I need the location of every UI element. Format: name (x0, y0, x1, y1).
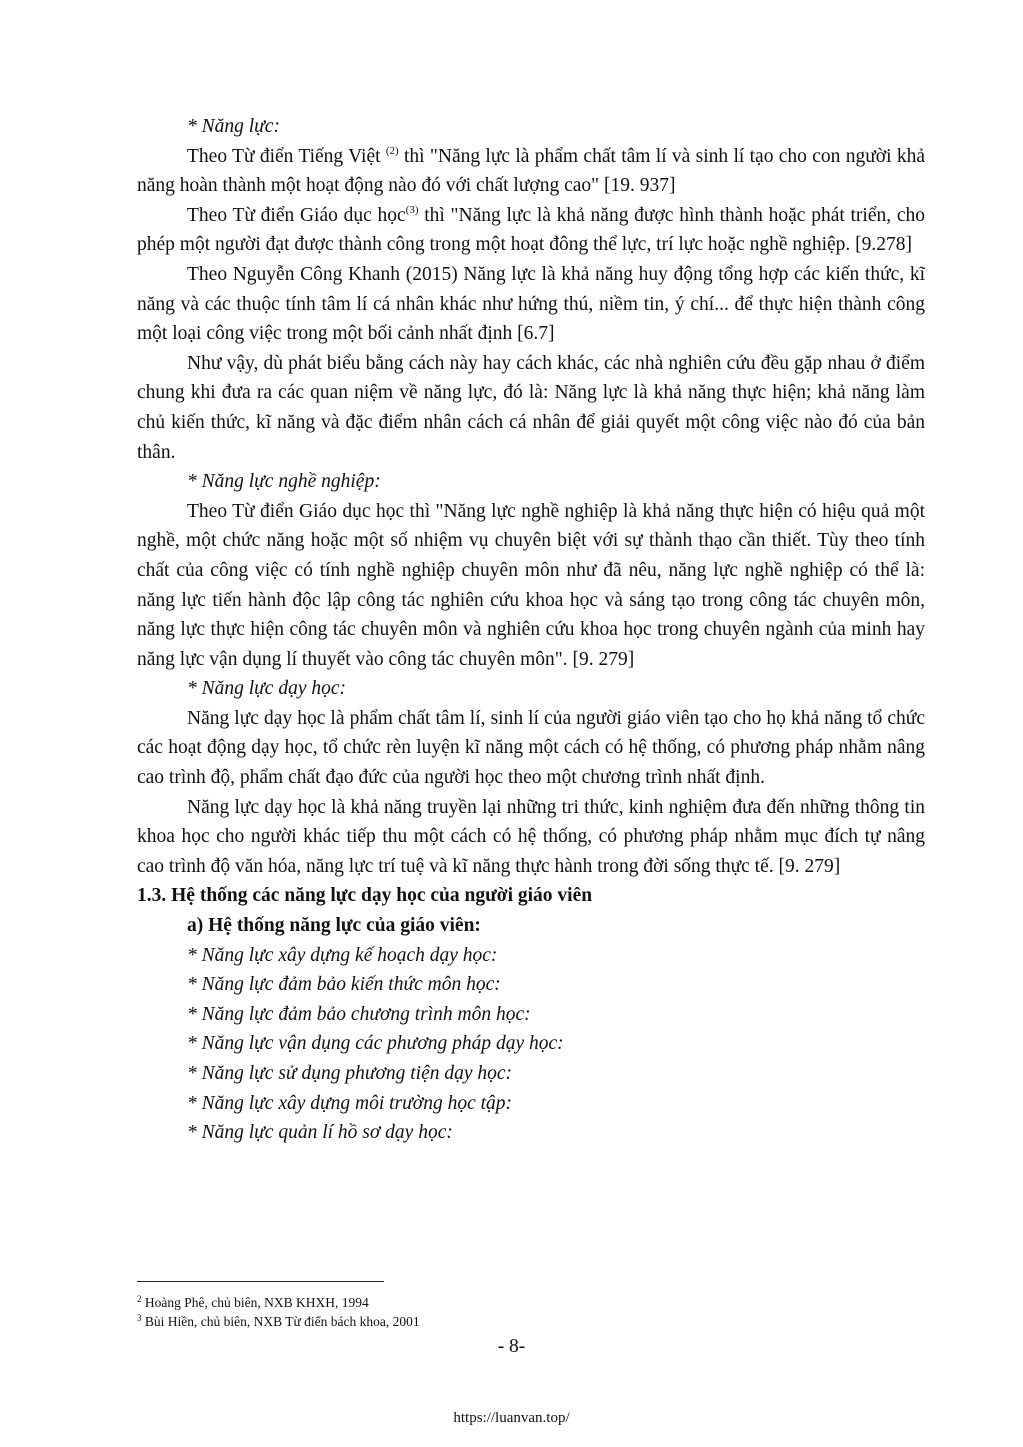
list-item: * Năng lực vận dụng các phương pháp dạy học: (187, 1033, 564, 1055)
paragraph-nhu-vay: Như vậy, dù phát biểu bằng cách này hay cách khác, các nhà nghiên cứu đều gặp nhau ở điểm chung khi đưa ra các quan niệm về năng lực, đó là: Năng lực là khả năng thực hiện; khả năng làm chủ kiến thức, kĩ năng và đặc điểm nhân cách cá nhân để giải quyết một công việc nào đó của bản thân. (137, 352, 925, 463)
heading-nang-luc-day-hoc: * Năng lực dạy học: (187, 678, 347, 700)
footnote-ref-2[interactable]: (2) (385, 144, 399, 157)
list-item: * Năng lực quản lí hồ sơ dạy học: (187, 1122, 453, 1144)
paragraph-nang-luc-nghe-nghiep: Theo Từ điển Giáo dục học thì "Năng lực nghề nghiệp là khả năng thực hiện có hiệu quả một nghề, một chức năng hoặc một số nhiệm vụ chuyên biệt với sự thành thạo cần thiết. Tùy theo tính chất của công việc có tính nghề nghiệp chuyên môn như đã nêu, năng lực nghề nghiệp có thể là: năng lực tiến hành độc lập công tác nghiên cứu khoa học và sáng tạo trong công tác chuyên môn, năng lực thực hiện công tác chuyên môn và nghiên cứu khoa học trong chuyên ngành của minh hay năng lực vận dụng lí thuyết vào công tác chuyên môn". [9. 279] (137, 500, 925, 670)
footnote-text: Bùi Hiền, chủ biên, NXB Từ điển bách khoa, 2001 (144, 1314, 420, 1329)
paragraph-text: thì "Năng lực là phẩm chất tâm lí và sinh lí tạo cho con người khả năng hoàn thành một hoạt động nào đó với chất lượng cao" [19. 937] (137, 145, 925, 197)
footnote-number: 2 (137, 1294, 142, 1304)
paragraph-text: thì "Năng lực là khả năng được hình thành hoặc phát triển, cho phép một người đạt được thành công trong một hoạt đông thể lực, trí lực hoặc nghề nghiệp. [9.278] (137, 204, 926, 256)
footnote-number: 3 (137, 1313, 142, 1323)
footnote-text: Hoàng Phê, chủ biên, NXB KHXH, 1994 (144, 1295, 369, 1310)
source-url-link[interactable]: https://luanvan.top/ (453, 1410, 570, 1426)
paragraph-text: Theo Từ điển Tiếng Việt (187, 145, 386, 167)
paragraph-text: Theo Từ điển Giáo dục học (187, 204, 406, 226)
footnote-item (137, 1293, 837, 1312)
list-item: * Năng lực đảm bảo kiến thức môn học: (187, 974, 501, 996)
paragraph-nguyen-cong-khanh: Theo Nguyễn Công Khanh (2015) Năng lực là khả năng huy động tổng hợp các kiến thức, kĩ năng và các thuộc tính tâm lí cá nhân khác như hứng thú, niềm tin, ý chí... để thực hiện thành công một loại công việc trong một bối cảnh nhất định [6.7] (137, 263, 925, 345)
page-number: - 8- (497, 1336, 526, 1357)
footnote-ref-3[interactable]: (3) (405, 203, 419, 216)
paragraph-tu-dien-tieng-viet (137, 142, 925, 201)
footnotes (137, 1293, 837, 1331)
subsection-heading-a: a) Hệ thống năng lực của giáo viên: (187, 915, 481, 937)
heading-nang-luc-nghe-nghiep: * Năng lực nghề nghiệp: (187, 471, 381, 493)
footnote-divider (137, 1281, 384, 1282)
list-item: * Năng lực xây dựng môi trường học tập: (187, 1092, 513, 1114)
heading-nang-luc: * Năng lực: (187, 116, 280, 137)
list-item: * Năng lực xây dựng kế hoạch dạy học: (187, 944, 498, 966)
paragraph-nang-luc-day-hoc-1: Năng lực dạy học là phẩm chất tâm lí, sinh lí của người giáo viên tạo cho họ khả năng tổ chức các hoạt động dạy học, tổ chức rèn luyện kĩ năng một cách có hệ thống, có phương pháp nhằm nâng cao trình độ, phẩm chất đạo đức của người học theo một chương trình nhất định. (137, 707, 925, 789)
page-body (137, 112, 925, 1148)
list-item: * Năng lực sử dụng phương tiện dạy học: (187, 1063, 513, 1084)
paragraph-tu-dien-giao-duc-hoc (137, 201, 925, 260)
section-heading-1-3: 1.3. Hệ thống các năng lực dạy học của người giáo viên (137, 885, 593, 907)
paragraph-nang-luc-day-hoc-2: Năng lực dạy học là khả năng truyền lại những tri thức, kinh nghiệm đưa đến những thông tin khoa học cho người khác tiếp thu một cách có hệ thống, có phương pháp nhằm mục đích tự nâng cao trình độ văn hóa, năng lực trí tuệ và kĩ năng thực hành trong đời sống thực tế. [9. 279] (137, 796, 925, 877)
list-item: * Năng lực đảm bảo chương trình môn học: (187, 1003, 531, 1025)
footnote-item (137, 1312, 837, 1331)
competency-list (137, 941, 925, 1148)
